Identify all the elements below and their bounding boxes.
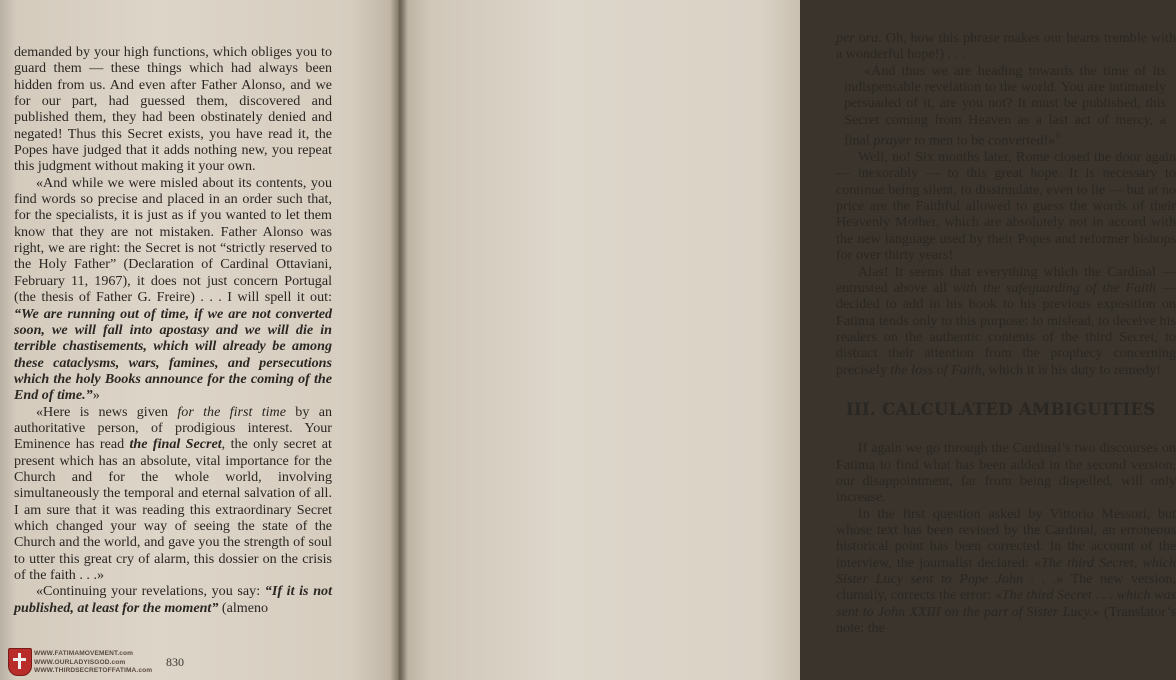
right-page-text (836, 30, 1176, 636)
paragraph (14, 583, 332, 616)
text-run: » The new version, clumsily, corrects the error: « (836, 571, 1176, 604)
text-run: «Here is news given (36, 403, 178, 420)
paragraph (14, 404, 332, 584)
text-run: «And while we were misled about its contents, you find words so precise and placed in an order such that, for the specialists, it is just as if you wanted to let them know that they are not mistaken. Father Alonso was right, we are right: the Secret is not “strictly reserved to the Holy Father” (Declaration of Cardinal Ottaviani, February 11, 1967), it does not just concern Portugal (the thesis of Father G. Freire) . . . I will spell it out: (14, 174, 332, 306)
paragraph (836, 264, 1176, 378)
left-page (0, 0, 398, 680)
watermark-url: WWW.THIRDSECRETOFFATIMA.com (34, 667, 153, 675)
text-run: — decided to add in his book to his previous exposition on Fatima tends only to this purpose: to mislead, to deceive his readers on the authentic contents of the third Secret, to distract their attention from the prophecy concerning precisely (836, 279, 1176, 378)
left-page-text (14, 44, 332, 616)
text-run: If again we go through the Cardinal’s two discourses on Fatima to find what has been added in the second version, our disappointment, far from being dispelled, will only increase. (836, 440, 1176, 506)
text-run: the final Secret (129, 436, 222, 453)
paragraph (14, 175, 332, 404)
text-run: In the first question asked by Vittorio Messori, but whose text has been revised by the Cardinal, an erroneous historical point has been corrected. In the account of the interview, the journalist declared: « (836, 505, 1176, 571)
text-run: , the only secret at present which has an absolute, vital importance for the Church and for the whole world, involving simultaneously the temporal and eternal salvation of all. I am sure that it was reading this extraordinary Secret which changed your way of seeing the state of the Church and the world, and gave you the strength of soul to utter this great cry of alarm, this dossier on the crisis of the faith . . .» (14, 436, 332, 583)
website-watermark (6, 646, 206, 680)
watermark-url: WWW.OURLADYISGOD.com (34, 658, 126, 666)
paragraph (836, 506, 1176, 637)
watermark-url: WWW.FATIMAMOVEMENT.com (34, 650, 134, 657)
paragraph (14, 44, 332, 175)
right-text-before-heading (836, 30, 1176, 378)
right-page-number: 831 (992, 642, 1010, 656)
text-run: Alas! It seems that everything which the Cardinal — entrusted above all (836, 263, 1176, 296)
right-page (398, 0, 1176, 680)
text-run: , which it is his duty to remedy! (981, 361, 1161, 378)
text-run: with the safeguarding of the Faith (952, 279, 1157, 296)
text-run: » (92, 387, 100, 404)
paragraph (836, 30, 1176, 63)
left-page-number: 830 (166, 655, 184, 669)
text-run: demanded by your high functions, which obliges you to guard them — these things which had always been hidden from us. And even after Father Alonso, and we for our part, had guessed them, discovered and published them, they had been obstinately denied and negated! Thus this Secret exists, you have read it, the Popes have judged that it adds nothing new, you repeat this judgment without making it your own. (14, 44, 332, 175)
paragraph (836, 63, 1176, 149)
text-run: “We are running out of time, if we are not converted soon, we will fall into apostasy and we will die in terrible chastisements, which will already be among these cataclysms, wars, famines, and persecutions which the holy Books announce for the coming of the End of time.” (14, 305, 332, 404)
text-run: The third Secret, which Sister Lucy sent to Pope John . . . (836, 554, 1176, 587)
text-run: per ora (836, 30, 879, 46)
text-run: for the first time (177, 403, 286, 420)
text-run: prayer (873, 132, 911, 149)
watermark-urls (34, 650, 152, 676)
text-run: the loss of Faith (890, 361, 982, 378)
text-run: Well, no! Six months later, Rome closed the door again — inexorably — to this great hope. It is necessary to continue being silent, to dissimulate, even to lie — but at no price are the Faithful allowed to guess the words of their Heavenly Mother, which are absolutely not in accord with the new language used by their Popes and reformer bishops for over thirty years! (836, 149, 1176, 264)
text-run: by an authoritative person, of prodigious interest. Your Eminence has read (14, 403, 332, 453)
text-run: “If it is not published, at least for the moment” (14, 583, 332, 616)
text-run: to men to be converted!» (910, 132, 1056, 149)
paragraph (836, 149, 1176, 263)
text-run: The third Secret . . . which was sent to John XXIII on the part of Sister Lucy. (836, 587, 1176, 620)
text-run: » (Translator’s note: the (836, 603, 1176, 637)
text-run: . Oh, how this phrase makes our hearts tremble with a wonderful hope!) . . . (836, 30, 1176, 63)
text-run: (almeno (218, 599, 269, 616)
paragraph (836, 440, 1176, 505)
section-heading: III. CALCULATED AMBIGUITIES (846, 399, 1156, 419)
shield-cross-icon (8, 648, 32, 676)
book-gutter (390, 0, 408, 680)
text-run: «Continuing your revelations, you say: (36, 583, 265, 600)
right-text-after-heading (836, 440, 1176, 636)
text-run: 9 (1055, 131, 1060, 142)
text-run: «And thus we are heading towards the time of its indispensable revelation to the world. You are intimately persuaded of it, are you not? It must be published, this Secret coming from Heaven as a last act of mercy, a final (844, 62, 1166, 149)
